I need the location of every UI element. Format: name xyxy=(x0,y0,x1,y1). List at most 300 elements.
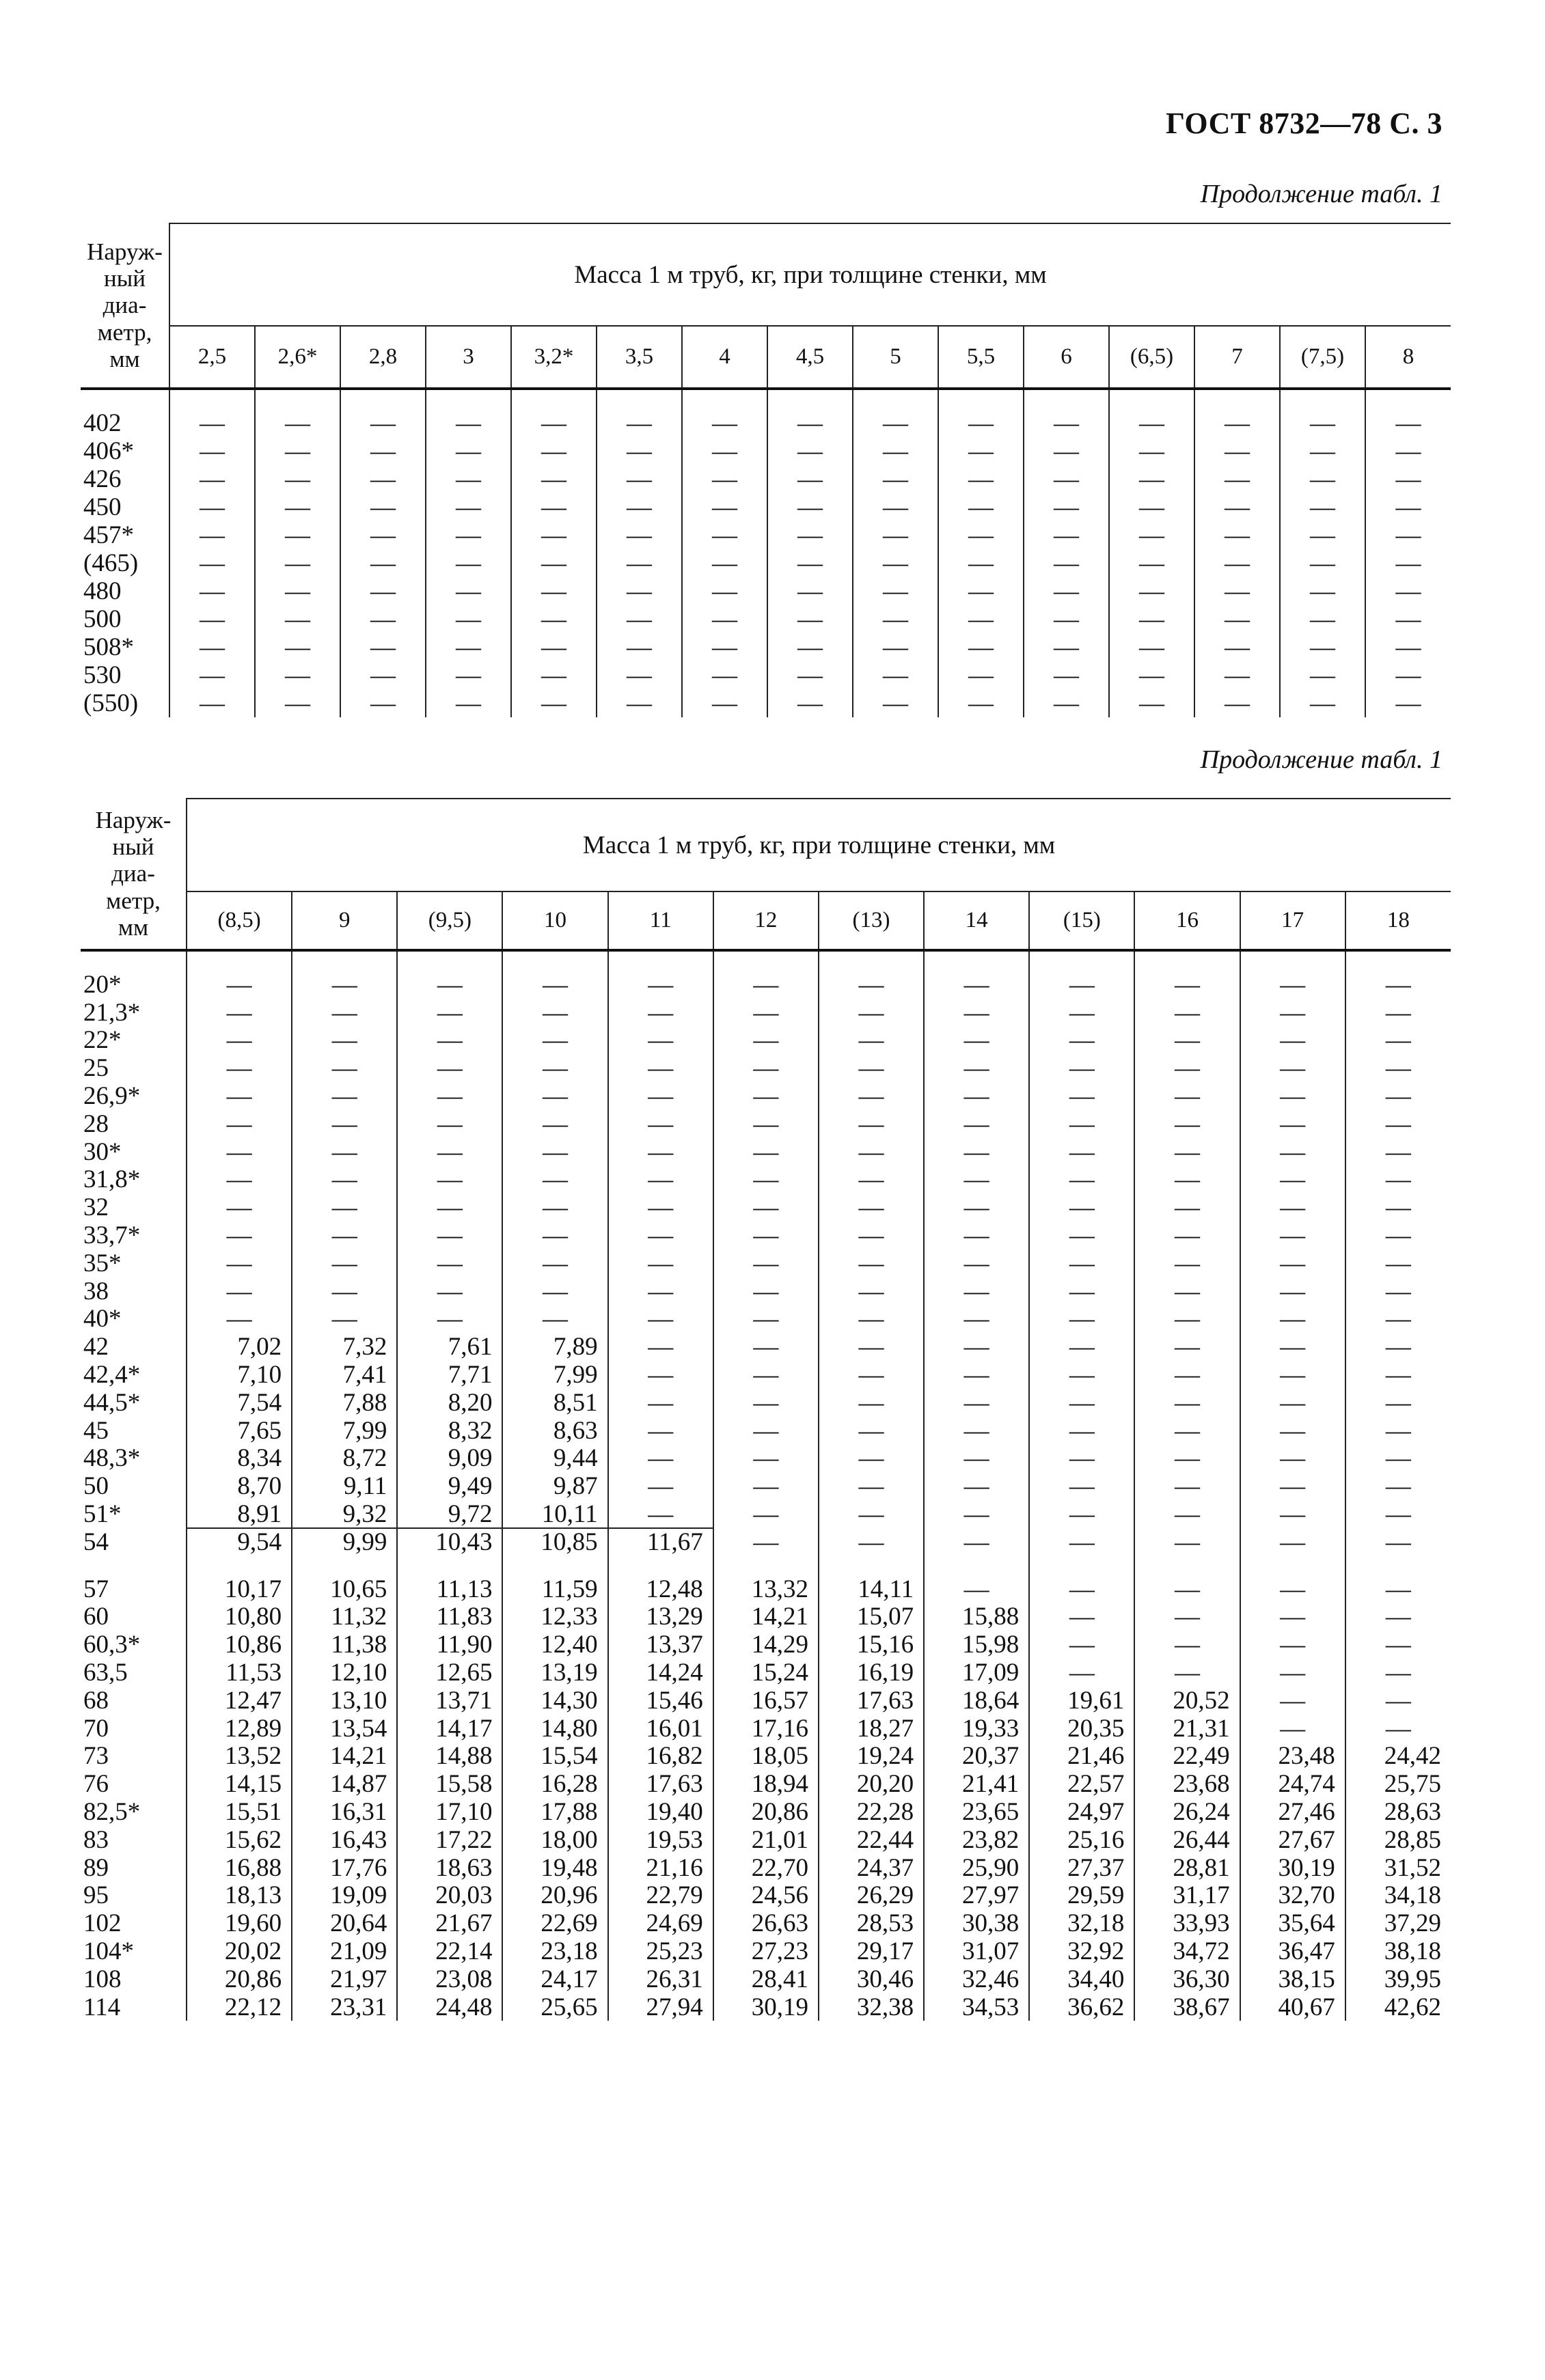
mass-cell: 13,52 xyxy=(224,1742,282,1771)
mass-cell: — xyxy=(819,1445,924,1473)
mass-cell: — xyxy=(1345,1500,1451,1528)
mass-cell: — xyxy=(200,605,225,633)
mass-cell: 24,74 xyxy=(1240,1770,1345,1798)
mass-cell: — xyxy=(255,577,340,605)
mass-cell: — xyxy=(200,633,225,661)
mass-cell: — xyxy=(1365,493,1451,521)
table-row xyxy=(81,1882,1451,1910)
diameter-cell: 457* xyxy=(81,521,169,549)
mass-cell: — xyxy=(255,605,340,633)
mass-cell: — xyxy=(226,1305,252,1333)
diameter-cell: 83 xyxy=(81,1826,187,1854)
mass-cell: — xyxy=(502,1138,607,1166)
mass-cell: 20,64 xyxy=(292,1909,397,1937)
mass-cell: 13,37 xyxy=(608,1631,713,1659)
mass-cell: — xyxy=(767,689,853,717)
spacer-cell xyxy=(1240,1556,1345,1575)
table-row xyxy=(81,1166,1451,1194)
table-row xyxy=(81,689,1451,717)
mass-cell: 11,59 xyxy=(502,1575,607,1603)
spacer-cell xyxy=(608,950,713,971)
mass-cell: 20,52 xyxy=(1134,1687,1240,1715)
table-row xyxy=(81,1472,1451,1500)
mass-cell: — xyxy=(713,1333,819,1361)
mass-cell: — xyxy=(608,1193,713,1221)
mass-cell: 20,37 xyxy=(924,1743,1029,1771)
mass-cell: 8,91 xyxy=(237,1499,282,1528)
thickness-header: 9 xyxy=(292,891,397,950)
mass-cell: 22,79 xyxy=(608,1882,713,1910)
mass-cell: — xyxy=(1240,1528,1345,1556)
mass-cell: — xyxy=(853,409,938,437)
mass-cell: 27,46 xyxy=(1240,1798,1345,1826)
mass-cell: 23,48 xyxy=(1240,1743,1345,1771)
mass-cell: 22,12 xyxy=(224,1993,282,2021)
mass-cell: — xyxy=(608,1249,713,1277)
mass-cell: 19,53 xyxy=(608,1826,713,1854)
mass-cell: 16,82 xyxy=(608,1743,713,1771)
mass-cell: 17,22 xyxy=(397,1826,502,1854)
mass-cell: — xyxy=(426,465,511,493)
mass-cell: — xyxy=(924,1472,1029,1500)
thickness-header: 5 xyxy=(853,326,938,389)
mass-cell: 11,13 xyxy=(397,1575,502,1603)
diameter-cell: 76 xyxy=(81,1770,187,1798)
mass-cell: — xyxy=(1134,1027,1240,1055)
mass-cell: 34,18 xyxy=(1345,1882,1451,1910)
spacer-cell xyxy=(511,389,597,409)
spacer-cell xyxy=(502,1556,607,1575)
mass-cell: 27,37 xyxy=(1029,1854,1134,1882)
spacer-cell xyxy=(938,389,1024,409)
table-row xyxy=(81,1277,1451,1305)
diameter-cell: 28 xyxy=(81,1110,187,1138)
mass-cell: — xyxy=(938,577,1024,605)
mass-cell: — xyxy=(1345,971,1451,999)
mass-cell: — xyxy=(819,1333,924,1361)
mass-cell: — xyxy=(1194,661,1280,689)
mass-cell: — xyxy=(938,605,1024,633)
mass-cell: — xyxy=(226,1277,252,1305)
spacer-cell xyxy=(1240,950,1345,971)
mass-cell: — xyxy=(819,1472,924,1500)
mass-cell: 19,33 xyxy=(924,1715,1029,1743)
mass-cell: — xyxy=(767,549,853,577)
mass-cell: — xyxy=(924,1500,1029,1528)
diameter-cell: 480 xyxy=(81,577,169,605)
mass-cell: — xyxy=(1240,1249,1345,1277)
mass-cell: — xyxy=(1029,1193,1134,1221)
mass-cell: — xyxy=(397,1082,502,1110)
mass-cell: 31,17 xyxy=(1134,1882,1240,1910)
mass-cell: — xyxy=(1134,1082,1240,1110)
mass-cell: — xyxy=(819,971,924,999)
mass-cell: — xyxy=(340,521,426,549)
mass-cell: — xyxy=(1029,1445,1134,1473)
table-row xyxy=(81,1715,1451,1743)
mass-cell: 10,17 xyxy=(224,1575,282,1603)
diameter-cell: 31,8* xyxy=(81,1166,187,1194)
mass-cell: — xyxy=(1345,1305,1451,1333)
diameter-cell: 530 xyxy=(81,661,169,689)
mass-cell: — xyxy=(1345,1389,1451,1417)
mass-cell: — xyxy=(200,465,225,493)
mass-cell: — xyxy=(853,465,938,493)
mass-cell: 19,40 xyxy=(608,1798,713,1826)
mass-cell: 22,28 xyxy=(819,1798,924,1826)
diameter-cell: 44,5* xyxy=(81,1389,187,1417)
mass-cell: 18,94 xyxy=(713,1770,819,1798)
mass-cell: — xyxy=(292,1082,397,1110)
mass-cell: — xyxy=(767,521,853,549)
mass-cell: 14,29 xyxy=(713,1631,819,1659)
mass-cell: — xyxy=(226,1165,252,1194)
mass-cell: — xyxy=(1194,465,1280,493)
mass-cell: 20,02 xyxy=(224,1937,282,1965)
mass-cell: 38,67 xyxy=(1134,1993,1240,2021)
mass-cell: — xyxy=(819,1389,924,1417)
mass-cell: — xyxy=(819,1138,924,1166)
diameter-cell: 32 xyxy=(81,1193,187,1221)
mass-cell: 16,28 xyxy=(502,1770,607,1798)
mass-cell: — xyxy=(1134,1333,1240,1361)
table-row xyxy=(81,1798,1451,1826)
mass-cell: — xyxy=(340,493,426,521)
mass-cell: 18,05 xyxy=(713,1743,819,1771)
spacer-cell xyxy=(292,1556,397,1575)
mass-cell: — xyxy=(713,1221,819,1249)
spacer-cell xyxy=(81,389,169,409)
mass-cell: 17,63 xyxy=(819,1687,924,1715)
diameter-cell: 70 xyxy=(81,1715,187,1743)
mass-cell: — xyxy=(608,1027,713,1055)
table-row xyxy=(81,437,1451,465)
mass-cell: — xyxy=(255,465,340,493)
mass-cell: 24,48 xyxy=(397,1993,502,2021)
diameter-cell: 20* xyxy=(81,971,187,999)
mass-cell: — xyxy=(713,1082,819,1110)
mass-cell: — xyxy=(1029,1082,1134,1110)
thickness-header: 16 xyxy=(1134,891,1240,950)
mass-cell: — xyxy=(1240,1603,1345,1631)
mass-cell: — xyxy=(426,493,511,521)
mass-cell: — xyxy=(1365,605,1451,633)
spacer-cell xyxy=(924,1556,1029,1575)
mass-cell: — xyxy=(1280,493,1365,521)
mass-cell: 10,86 xyxy=(224,1631,282,1659)
mass-cell: — xyxy=(1024,549,1109,577)
mass-cell: 12,47 xyxy=(224,1686,282,1715)
mass-cell: 17,10 xyxy=(397,1798,502,1826)
mass-cell: — xyxy=(1029,1277,1134,1305)
mass-cell: — xyxy=(713,1361,819,1389)
spacer-cell xyxy=(1024,389,1109,409)
spacer-cell xyxy=(1109,389,1194,409)
mass-cell: — xyxy=(1345,1054,1451,1082)
mass-cell: — xyxy=(340,605,426,633)
mass-cell: 26,44 xyxy=(1134,1826,1240,1854)
mass-cell: — xyxy=(713,1138,819,1166)
mass-cell: — xyxy=(924,1305,1029,1333)
mass-cell: — xyxy=(1345,1631,1451,1659)
mass-cell: — xyxy=(853,577,938,605)
mass-cell: — xyxy=(511,437,597,465)
thickness-header: 2,5 xyxy=(169,326,255,389)
mass-cell: — xyxy=(426,409,511,437)
table-row xyxy=(81,1965,1451,1993)
table-row xyxy=(81,1631,1451,1659)
mass-cell: — xyxy=(292,1277,397,1305)
mass-cell: 7,99 xyxy=(292,1417,397,1445)
thickness-header: (9,5) xyxy=(397,891,502,950)
mass-cell: 17,88 xyxy=(502,1798,607,1826)
mass-cell: — xyxy=(397,971,502,999)
mass-cell: — xyxy=(608,1221,713,1249)
mass-cell: — xyxy=(682,409,767,437)
mass-cell: — xyxy=(819,1082,924,1110)
spacer-cell xyxy=(924,950,1029,971)
mass-cell: — xyxy=(1029,971,1134,999)
table-row xyxy=(81,661,1451,689)
mass-cell: — xyxy=(1280,577,1365,605)
mass-cell: — xyxy=(1365,689,1451,717)
mass-cell: 18,64 xyxy=(924,1687,1029,1715)
mass-cell: — xyxy=(1280,689,1365,717)
mass-cell: 14,21 xyxy=(713,1603,819,1631)
mass-cell: — xyxy=(1029,1361,1134,1389)
mass-cell: 30,19 xyxy=(713,1993,819,2021)
spacer-cell xyxy=(1134,1556,1240,1575)
mass-cell: — xyxy=(1109,605,1194,633)
diam-header-line: ный xyxy=(104,265,146,292)
mass-cell: — xyxy=(713,1166,819,1194)
mass-cell: 36,62 xyxy=(1029,1993,1134,2021)
mass-cell: — xyxy=(1345,1603,1451,1631)
mass-cell: — xyxy=(608,1277,713,1305)
mass-cell: — xyxy=(340,437,426,465)
diameter-cell: 22* xyxy=(81,1027,187,1055)
mass-cell: 8,34 xyxy=(237,1444,282,1473)
mass-cell: — xyxy=(1240,1631,1345,1659)
mass-cell: 42,62 xyxy=(1345,1993,1451,2021)
mass-cell: 38,18 xyxy=(1345,1937,1451,1965)
mass-cell: 16,57 xyxy=(713,1687,819,1715)
mass-cell: — xyxy=(200,577,225,605)
mass-cell: — xyxy=(1194,689,1280,717)
mass-cell: — xyxy=(292,999,397,1027)
spacer-cell xyxy=(597,389,682,409)
mass-cell: — xyxy=(713,1472,819,1500)
table-row xyxy=(81,1110,1451,1138)
mass-cell: — xyxy=(1029,999,1134,1027)
thickness-header: 7 xyxy=(1194,326,1280,389)
mass-cell: 14,24 xyxy=(608,1659,713,1687)
mass-cell: — xyxy=(597,605,682,633)
mass-cell: 21,16 xyxy=(608,1854,713,1882)
table-row xyxy=(81,1193,1451,1221)
mass-cell: — xyxy=(713,1054,819,1082)
mass-cell: — xyxy=(608,1110,713,1138)
table-row xyxy=(81,1993,1451,2021)
mass-cell: — xyxy=(1024,437,1109,465)
mass-cell: — xyxy=(1345,1687,1451,1715)
diameter-cell: (465) xyxy=(81,549,169,577)
mass-cell: — xyxy=(597,549,682,577)
pipe-mass-table-2 xyxy=(81,798,1451,2021)
diameter-cell: 48,3* xyxy=(81,1445,187,1473)
mass-cell: — xyxy=(608,1500,713,1528)
mass-cell: 22,49 xyxy=(1134,1743,1240,1771)
mass-cell: — xyxy=(340,409,426,437)
thickness-header: (6,5) xyxy=(1109,326,1194,389)
mass-cell: 21,46 xyxy=(1029,1743,1134,1771)
mass-cell: — xyxy=(1134,1528,1240,1556)
mass-cell: — xyxy=(200,661,225,689)
mass-cell: — xyxy=(924,1027,1029,1055)
mass-cell: — xyxy=(1024,465,1109,493)
mass-cell: — xyxy=(819,1249,924,1277)
mass-cell: — xyxy=(1280,437,1365,465)
mass-cell: — xyxy=(1134,1659,1240,1687)
mass-cell: 9,11 xyxy=(292,1472,397,1500)
table-row xyxy=(81,1528,1451,1556)
mass-cell: — xyxy=(511,409,597,437)
mass-cell: — xyxy=(226,970,252,999)
mass-cell: 9,87 xyxy=(502,1472,607,1500)
mass-cell: 14,88 xyxy=(397,1743,502,1771)
table-row xyxy=(81,1027,1451,1055)
mass-cell: 21,97 xyxy=(292,1965,397,1993)
mass-cell: — xyxy=(1109,633,1194,661)
mass-cell: — xyxy=(1134,1472,1240,1500)
table-row xyxy=(81,1221,1451,1249)
mass-cell: — xyxy=(426,549,511,577)
mass-cell: — xyxy=(502,999,607,1027)
spacer-cell xyxy=(819,1556,924,1575)
mass-cell: — xyxy=(292,1027,397,1055)
mass-cell: — xyxy=(1109,689,1194,717)
mass-cell: — xyxy=(292,1221,397,1249)
mass-cell: — xyxy=(226,1054,252,1083)
mass-cell: — xyxy=(511,689,597,717)
outer-diameter-header xyxy=(81,223,169,389)
mass-cell: — xyxy=(226,1137,252,1166)
mass-cell: — xyxy=(924,1333,1029,1361)
mass-cell: — xyxy=(924,971,1029,999)
mass-cell: — xyxy=(340,577,426,605)
mass-cell: — xyxy=(608,1305,713,1333)
mass-cell: — xyxy=(819,1500,924,1528)
mass-cell: 19,60 xyxy=(224,1909,282,1938)
mass-cell: 23,68 xyxy=(1134,1770,1240,1798)
diameter-cell: 38 xyxy=(81,1277,187,1305)
mass-cell: 15,16 xyxy=(819,1631,924,1659)
mass-cell: 8,70 xyxy=(237,1472,282,1501)
mass-cell: — xyxy=(767,633,853,661)
thickness-header-row xyxy=(81,326,1451,389)
mass-cell: — xyxy=(1240,1575,1345,1603)
mass-cell: — xyxy=(1240,1445,1345,1473)
mass-cell: — xyxy=(924,1277,1029,1305)
mass-cell: — xyxy=(713,1528,819,1556)
mass-cell: 15,46 xyxy=(608,1687,713,1715)
mass-cell: — xyxy=(597,493,682,521)
mass-cell: — xyxy=(767,577,853,605)
table-row xyxy=(81,1305,1451,1333)
thickness-header: 3,5 xyxy=(597,326,682,389)
mass-cell: 7,61 xyxy=(397,1333,502,1361)
mass-cell: — xyxy=(1365,633,1451,661)
spacer-cell xyxy=(819,950,924,971)
mass-cell: — xyxy=(1024,521,1109,549)
mass-cell: 17,63 xyxy=(608,1770,713,1798)
mass-cell: — xyxy=(1240,1472,1345,1500)
mass-cell: 27,94 xyxy=(608,1993,713,2021)
diam-header-line: Наруж- xyxy=(87,238,163,266)
mass-cell: — xyxy=(1134,1417,1240,1445)
mass-cell: — xyxy=(200,549,225,577)
mass-cell: — xyxy=(1024,633,1109,661)
mass-cell: — xyxy=(1134,1305,1240,1333)
mass-cell: — xyxy=(200,437,225,465)
mass-cell: — xyxy=(200,689,225,717)
mass-cell: 14,15 xyxy=(224,1770,282,1799)
diam-header-line: мм xyxy=(109,345,140,372)
mass-cell: — xyxy=(597,437,682,465)
mass-cell: — xyxy=(1134,1166,1240,1194)
diameter-cell: 60,3* xyxy=(81,1631,187,1659)
diameter-cell: 102 xyxy=(81,1909,187,1937)
mass-cell: — xyxy=(924,1575,1029,1603)
thickness-header: 17 xyxy=(1240,891,1345,950)
mass-cell: — xyxy=(426,437,511,465)
diameter-cell: 406* xyxy=(81,437,169,465)
table-row xyxy=(81,1389,1451,1417)
mass-cell: — xyxy=(1345,1221,1451,1249)
mass-cell: — xyxy=(1134,1575,1240,1603)
diam-header-line: диа- xyxy=(102,292,147,319)
table-row xyxy=(81,1082,1451,1110)
mass-cell: — xyxy=(1280,605,1365,633)
diameter-cell: 51* xyxy=(81,1500,187,1528)
mass-cell: — xyxy=(819,1027,924,1055)
mass-cell: 22,57 xyxy=(1029,1770,1134,1798)
mass-cell: 8,63 xyxy=(502,1417,607,1445)
mass-cell: — xyxy=(426,605,511,633)
pipe-mass-table-1 xyxy=(81,223,1451,717)
mass-cell: 22,69 xyxy=(502,1909,607,1937)
mass-cell: 11,53 xyxy=(225,1659,282,1687)
mass-cell: — xyxy=(397,1166,502,1194)
mass-cell: — xyxy=(597,633,682,661)
spacer-cell xyxy=(1134,950,1240,971)
mass-cell: 22,44 xyxy=(819,1826,924,1854)
mass-cell: — xyxy=(1240,1361,1345,1389)
mass-cell: — xyxy=(502,1221,607,1249)
mass-cell: 7,54 xyxy=(237,1388,282,1417)
diameter-cell: 89 xyxy=(81,1854,187,1882)
mass-cell: — xyxy=(1345,1659,1451,1687)
mass-cell: 14,30 xyxy=(502,1687,607,1715)
mass-cell: — xyxy=(1345,1138,1451,1166)
mass-cell: 7,71 xyxy=(397,1361,502,1389)
mass-cell: — xyxy=(255,521,340,549)
diam-header-line: мм xyxy=(118,913,149,941)
spacer-cell xyxy=(169,389,255,409)
mass-cell: 10,11 xyxy=(502,1500,607,1528)
mass-cell: 20,96 xyxy=(502,1882,607,1910)
mass-caption: Масса 1 м труб, кг, при толщине стенки, мм xyxy=(169,223,1451,326)
